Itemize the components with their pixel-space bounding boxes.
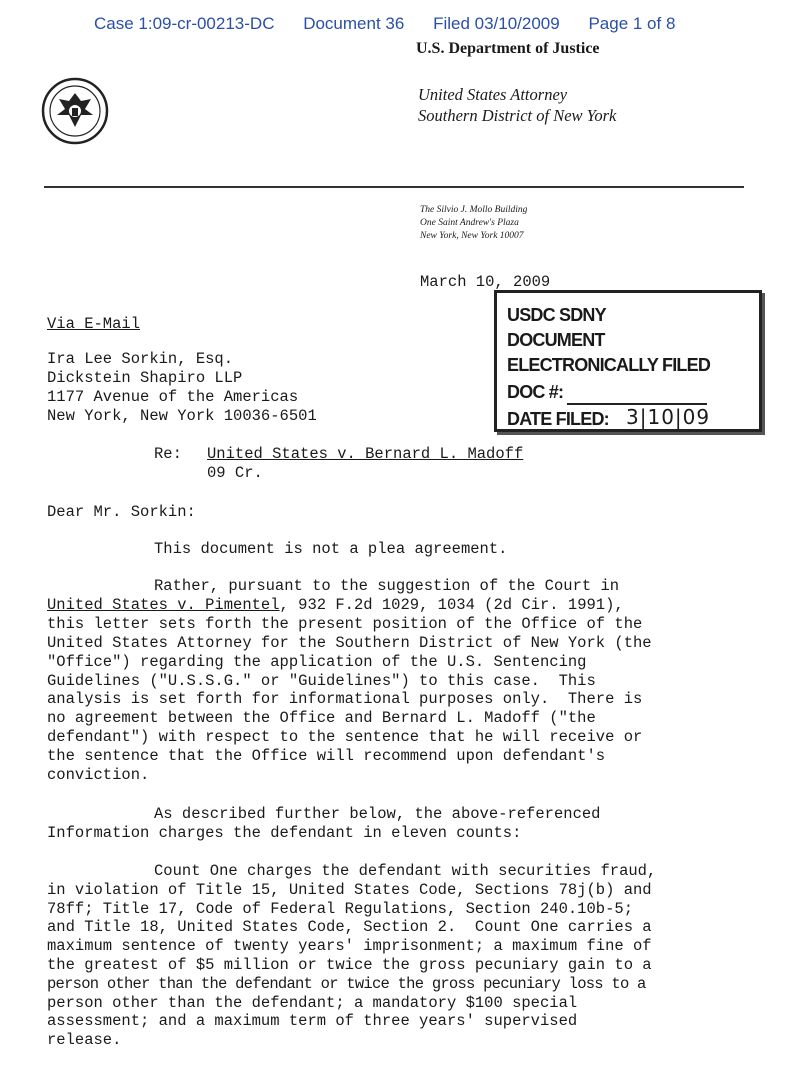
paragraph-2-line-7: analysis is set forth for informational purposes only. There is [47, 690, 643, 709]
paragraph-2-line-11: conviction. [47, 766, 150, 785]
doj-seal-icon [41, 77, 109, 145]
paragraph-3-line-1: As described further below, the above-referenced [154, 805, 601, 823]
pimentel-citation-rest: , 932 F.2d 1029, 1034 (2d Cir. 1991), [279, 595, 624, 614]
paragraph-4-line-4: and Title 18, United States Code, Section 2. Count One carries a [47, 918, 652, 937]
paragraph-2-line-4: United States Attorney for the Southern District of New York (the [47, 633, 652, 652]
paragraph-4-line-7: person other than the defendant or twice the gross pecuniary loss to a [47, 974, 646, 993]
paragraph-2-line-5: "Office") regarding the application of the U.S. Sentencing [47, 652, 587, 671]
re-label: Re: [154, 445, 182, 463]
pimentel-citation: United States v. Pimentel [47, 595, 280, 614]
recipient-city: New York, New York 10036-6501 [47, 407, 317, 425]
recipient-name: Ira Lee Sorkin, Esq. [47, 350, 234, 368]
paragraph-2-line-10: the sentence that the Office will recommend upon defendant's [47, 747, 606, 766]
stamp-date-label: DATE FILED: [507, 409, 609, 429]
letterhead-divider [44, 186, 744, 188]
paragraph-4-line-5: maximum sentence of twenty years' imprisonment; a maximum fine of [47, 937, 652, 956]
filed-date: Filed 03/10/2009 [433, 14, 560, 33]
case-number: Case 1:09-cr-00213-DC [94, 14, 275, 33]
filing-stamp [494, 290, 762, 432]
paragraph-4-line-8: person other than the defendant; a mandatory $100 special [47, 993, 578, 1012]
paragraph-4-line-1: Count One charges the defendant with securities fraud, [154, 862, 657, 880]
stamp-doc-blank [567, 378, 707, 405]
paragraph-4-line-2: in violation of Title 15, United States Code, Sections 78j(b) and [47, 880, 652, 899]
address-line-2: One Saint Andrew's Plaza [420, 218, 519, 228]
case-header [94, 14, 699, 34]
stamp-line-2: DOCUMENT [507, 330, 605, 350]
office-address [420, 204, 527, 243]
salutation: Dear Mr. Sorkin: [47, 503, 196, 521]
paragraph-2-line-2 [47, 596, 652, 615]
department-title: U.S. Department of Justice [416, 40, 600, 57]
stamp-line-3: ELECTRONICALLY FILED [507, 355, 711, 375]
recipient-street: 1177 Avenue of the Americas [47, 388, 299, 406]
re-case-name: United States v. Bernard L. Madoff [207, 445, 524, 463]
stamp-doc-label: DOC #: [507, 382, 564, 402]
paragraph-2-line-8: no agreement between the Office and Bernard L. Madoff ("the [47, 709, 596, 728]
paragraph-3 [47, 805, 600, 843]
recipient-address [47, 350, 317, 426]
delivery-method: Via E-Mail [47, 315, 141, 333]
stamp-date-value: 3|10|09 [613, 405, 723, 432]
paragraph-3-line-2: Information charges the defendant in eleven counts: [47, 824, 522, 842]
paragraph-2-line-3: this letter sets forth the present position of the Office of the [47, 614, 643, 633]
paragraph-2 [47, 577, 652, 785]
address-line-3: New York, New York 10007 [420, 231, 524, 241]
document-number: Document 36 [303, 14, 405, 33]
re-case-number: 09 Cr. [207, 464, 263, 482]
paragraph-4-line-9: assessment; and a maximum term of three years' supervised [47, 1012, 578, 1031]
paragraph-4-line-10: release. [47, 1031, 122, 1050]
letter-date: March 10, 2009 [420, 273, 551, 291]
recipient-firm: Dickstein Shapiro LLP [47, 369, 243, 387]
page-indicator: Page 1 of 8 [588, 14, 676, 33]
paragraph-2-line-6: Guidelines ("U.S.S.G." or "Guidelines") to this case. This [47, 671, 596, 690]
stamp-doc-row [507, 378, 759, 405]
stamp-line-1: USDC SDNY [507, 305, 606, 325]
paragraph-4-line-3: 78ff; Title 17, Code of Federal Regulations, Section 240.10b-5; [47, 899, 633, 918]
paragraph-2-line-9: defendant") with respect to the sentence that he will receive or [47, 728, 643, 747]
paragraph-4 [47, 862, 656, 1050]
office-line-1: United States Attorney [418, 85, 568, 104]
stamp-date-row [507, 405, 759, 432]
office-line-2: Southern District of New York [418, 106, 617, 125]
paragraph-1: This document is not a plea agreement. [154, 540, 508, 558]
office-name [418, 84, 616, 126]
paragraph-4-line-6: the greatest of $5 million or twice the gross pecuniary gain to a [47, 955, 652, 974]
paragraph-2-line-1: Rather, pursuant to the suggestion of the Court in [154, 577, 620, 595]
address-line-1: The Silvio J. Mollo Building [420, 205, 528, 215]
